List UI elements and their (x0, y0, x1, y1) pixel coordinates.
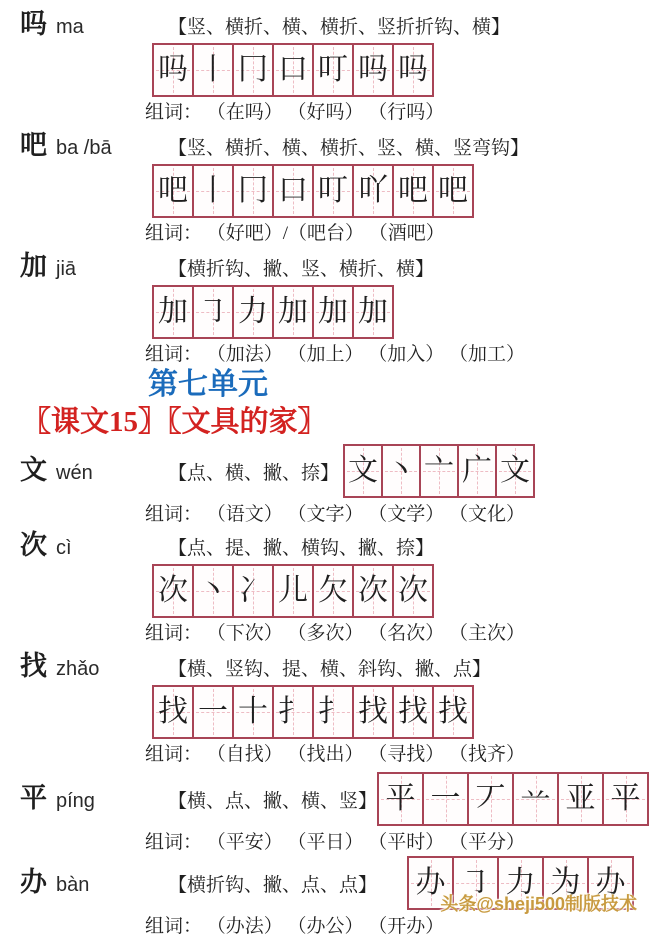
word-list: 组词： （自找） （找出） （寻找） （找齐） (145, 744, 526, 765)
stroke-cell-glyph: 冫 (238, 574, 268, 607)
headword-pinyin: zhǎo (56, 658, 100, 680)
stroke-cell-glyph: 冂 (238, 174, 268, 207)
headword-char: 吧 (20, 130, 47, 160)
stroke-cell (152, 285, 194, 339)
stroke-cell (152, 564, 194, 618)
stroke-cell-glyph: 吗 (158, 53, 188, 86)
stroke-cell-glyph: 丨 (198, 53, 228, 86)
stroke-cell-glyph: 冂 (238, 53, 268, 86)
stroke-order-list: 【横折钩、撇、竖、横折、横】 (168, 258, 435, 280)
stroke-cell (192, 43, 234, 97)
entry-jia (0, 251, 640, 365)
stroke-cell-glyph: 丶 (198, 574, 228, 607)
stroke-grid (152, 164, 640, 218)
stroke-cell-glyph: 找 (438, 695, 468, 728)
stroke-cell-glyph: 找 (158, 695, 188, 728)
stroke-cell-glyph: ㇆ (198, 295, 228, 328)
headword-group (20, 457, 168, 485)
watermark: 头条@sheji500制版技术 (440, 894, 637, 914)
stroke-cell-glyph: ㇆ (460, 866, 491, 899)
stroke-cell-glyph: 加 (158, 295, 188, 328)
stroke-cell (312, 164, 354, 218)
headword-group (20, 132, 168, 160)
stroke-cell (192, 564, 234, 618)
stroke-grid (343, 444, 535, 498)
entry-header (0, 771, 640, 827)
stroke-cell (343, 444, 383, 498)
stroke-cell (232, 43, 274, 97)
stroke-cell (352, 685, 394, 739)
stroke-cell-glyph: 吧 (438, 174, 468, 207)
stroke-cell-glyph: 扌 (278, 695, 308, 728)
stroke-cell-glyph: 找 (358, 695, 388, 728)
headword-pinyin: bàn (56, 874, 90, 896)
stroke-cell-glyph: 吗 (358, 53, 388, 86)
stroke-cell (312, 685, 354, 739)
word-list: 组词： （办法） （办公） （开办） (145, 916, 445, 937)
stroke-cell (432, 164, 474, 218)
entry-header (0, 530, 640, 560)
stroke-cell-glyph: 次 (398, 574, 428, 607)
stroke-cell-glyph: 力 (238, 295, 268, 328)
stroke-cell-glyph: 一 (198, 695, 228, 728)
stroke-order-list: 【竖、横折、横、横折、竖折折钩、横】 (168, 16, 511, 38)
stroke-cell-glyph: 口 (278, 53, 308, 86)
stroke-cell (272, 164, 314, 218)
stroke-cell (392, 685, 434, 739)
stroke-cell (467, 772, 514, 826)
headword-pinyin: wén (56, 462, 93, 484)
headword-pinyin: ba /bā (56, 137, 112, 159)
stroke-cell (272, 285, 314, 339)
stroke-cell (232, 685, 274, 739)
headword-group (20, 253, 168, 281)
stroke-grid (152, 564, 640, 618)
stroke-order-list: 【点、提、撇、横钩、撇、捺】 (168, 537, 435, 559)
stroke-cell (422, 772, 469, 826)
stroke-grid (152, 43, 640, 97)
stroke-cell-glyph: 吧 (398, 174, 428, 207)
stroke-order-list: 【横折钩、撇、点、点】 (168, 874, 378, 896)
stroke-cell-glyph: 力 (505, 866, 536, 899)
stroke-cell-glyph: 叮 (318, 53, 348, 86)
headword-char: 文 (20, 455, 47, 485)
stroke-cell-glyph: 平 (610, 782, 641, 815)
stroke-cell (392, 564, 434, 618)
stroke-cell-glyph: 加 (318, 295, 348, 328)
stroke-grid (377, 772, 649, 826)
stroke-cell (152, 164, 194, 218)
entry-ma (0, 9, 640, 123)
stroke-cell (152, 685, 194, 739)
stroke-cell (152, 43, 194, 97)
stroke-cell (312, 564, 354, 618)
stroke-cell-glyph: 次 (158, 574, 188, 607)
headword-char: 平 (20, 783, 47, 813)
stroke-cell (352, 164, 394, 218)
stroke-cell (232, 285, 274, 339)
word-list: 组词： （好吧）/（吧台） （酒吧） (145, 223, 445, 244)
stroke-cell-glyph: 䒑 (520, 782, 551, 815)
stroke-cell (312, 285, 354, 339)
stroke-cell-glyph: 文 (500, 454, 531, 487)
stroke-cell (272, 685, 314, 739)
lesson-title: 〖课文15〗〖文具的家〗 (22, 406, 327, 438)
entry-ping (0, 771, 640, 853)
stroke-cell-glyph: 为 (550, 866, 581, 899)
stroke-order-list: 【竖、横折、横、横折、竖、横、竖弯钩】 (168, 137, 530, 159)
headword-group (20, 11, 168, 39)
stroke-order-list: 【横、点、撇、横、竖】 (168, 790, 378, 812)
entry-zhao (0, 651, 640, 765)
stroke-cell (352, 285, 394, 339)
stroke-cell-glyph: 叮 (318, 174, 348, 207)
stroke-cell (381, 444, 421, 498)
unit-title: 第七单元 (148, 368, 268, 401)
stroke-order-list: 【横、竖钩、提、横、斜钩、撇、点】 (168, 658, 492, 680)
stroke-cell-glyph: 十 (238, 695, 268, 728)
stroke-cell (272, 564, 314, 618)
entry-ci (0, 530, 640, 644)
headword-group (20, 653, 168, 681)
stroke-cell-glyph: 口 (278, 174, 308, 207)
stroke-cell (602, 772, 649, 826)
stroke-cell (392, 43, 434, 97)
stroke-cell-glyph: 次 (358, 574, 388, 607)
headword-pinyin: jiā (56, 258, 77, 280)
stroke-cell (512, 772, 559, 826)
stroke-cell (432, 685, 474, 739)
headword-group (20, 532, 168, 560)
stroke-cell-glyph: 欠 (318, 574, 348, 607)
stroke-grid (152, 285, 640, 339)
stroke-cell-glyph: 找 (398, 695, 428, 728)
stroke-cell-glyph: 丶 (386, 454, 417, 487)
headword-char: 找 (20, 651, 47, 681)
stroke-cell (192, 285, 234, 339)
entry-header (0, 9, 640, 39)
headword-char: 吗 (20, 9, 47, 39)
stroke-cell-glyph: 文 (348, 454, 379, 487)
stroke-cell-glyph: 吖 (358, 174, 388, 207)
stroke-cell-glyph: 办 (415, 866, 446, 899)
stroke-cell-glyph: 平 (385, 782, 416, 815)
entry-wen (0, 443, 640, 525)
headword-group (20, 785, 168, 813)
entry-header (0, 651, 640, 681)
stroke-cell-glyph: 吗 (398, 53, 428, 86)
stroke-cell-glyph: 一 (430, 782, 461, 815)
stroke-cell (232, 164, 274, 218)
stroke-cell (352, 43, 394, 97)
entry-header (0, 251, 640, 281)
stroke-cell-glyph: 加 (278, 295, 308, 328)
stroke-cell (192, 685, 234, 739)
stroke-cell (457, 444, 497, 498)
stroke-cell-glyph: 丆 (475, 782, 506, 815)
stroke-cell-glyph: 加 (358, 295, 388, 328)
stroke-cell (192, 164, 234, 218)
stroke-cell (352, 564, 394, 618)
stroke-cell-glyph: 丨 (198, 174, 228, 207)
stroke-cell (419, 444, 459, 498)
entry-ba (0, 130, 640, 244)
stroke-cell (272, 43, 314, 97)
headword-char: 加 (20, 251, 47, 281)
word-list: 组词： （平安） （平日） （平时） （平分） (145, 832, 526, 853)
word-list: 组词： （加法） （加上） （加入） （加工） (145, 344, 526, 365)
word-list: 组词： （语文） （文字） （文学） （文化） (145, 504, 526, 525)
stroke-cell-glyph: 广 (462, 454, 493, 487)
headword-pinyin: ma (56, 16, 84, 38)
stroke-cell-glyph: 亚 (565, 782, 596, 815)
stroke-cell (557, 772, 604, 826)
stroke-cell-glyph: 办 (595, 866, 626, 899)
stroke-cell-glyph: 儿 (278, 574, 308, 607)
stroke-cell (392, 164, 434, 218)
stroke-cell (495, 444, 535, 498)
stroke-grid (152, 685, 640, 739)
headword-char: 次 (20, 530, 47, 560)
entry-header (0, 443, 640, 499)
word-list: 组词： （下次） （多次） （名次） （主次） (145, 623, 526, 644)
headword-group (20, 869, 168, 897)
stroke-cell (312, 43, 354, 97)
stroke-cell-glyph: 吧 (158, 174, 188, 207)
stroke-cell (232, 564, 274, 618)
headword-char: 办 (20, 867, 47, 897)
stroke-cell-glyph: 扌 (318, 695, 348, 728)
headword-pinyin: cì (56, 537, 72, 559)
stroke-cell-glyph: 亠 (424, 454, 455, 487)
entry-header (0, 130, 640, 160)
word-list: 组词： （在吗） （好吗） （行吗） (145, 102, 445, 123)
stroke-cell (377, 772, 424, 826)
headword-pinyin: píng (56, 790, 95, 812)
stroke-order-list: 【点、横、撇、捺】 (168, 462, 340, 484)
